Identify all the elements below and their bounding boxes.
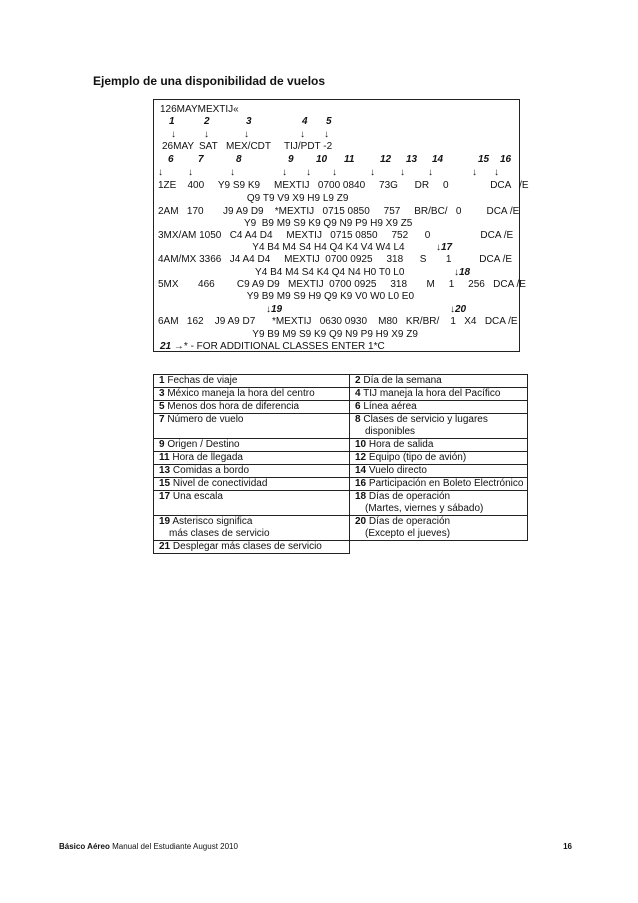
- arrow-icon: ↓: [494, 167, 499, 178]
- header-field: TIJ/PDT -2: [284, 141, 333, 152]
- legend-row: [154, 388, 528, 401]
- legend-text: Comidas a bordo: [172, 465, 250, 476]
- legend-cell: [350, 478, 528, 491]
- legend-cell: [154, 478, 350, 491]
- index-number: 3: [246, 116, 252, 127]
- legend-text: Hora de llegada: [172, 452, 243, 463]
- index-number: 8: [236, 154, 242, 165]
- legend-cell: [154, 401, 350, 414]
- legend-number: 7: [159, 414, 165, 425]
- index-number: 9: [288, 154, 294, 165]
- arrow-icon: ↓: [454, 267, 459, 278]
- legend-cell: [154, 465, 350, 478]
- legend-number: 4: [355, 388, 361, 399]
- legend-cell: [154, 541, 350, 554]
- legend-cell: [350, 516, 528, 541]
- legend-text: Participación en Boleto Electrónico: [368, 478, 524, 489]
- legend-subtext: más clases de servicio: [169, 528, 270, 539]
- index-number: 15: [478, 154, 490, 165]
- index-number: 10: [316, 154, 328, 165]
- legend-number: 12: [355, 452, 367, 463]
- arrow-icon: ↓: [324, 129, 329, 140]
- legend-text: Asterisco significa: [172, 516, 253, 527]
- legend-row: [154, 516, 528, 541]
- legend-subtext: disponibles: [365, 426, 416, 437]
- index-number: 1: [169, 116, 175, 127]
- availability-display: [153, 99, 529, 352]
- arrow-icon: ↓: [450, 304, 455, 315]
- arrow-icon: ↓: [266, 304, 271, 315]
- legend-row: [154, 541, 528, 554]
- availability-row: Y4 B4 M4 S4 K4 Q4 N4 H0 T0 L0: [158, 267, 405, 278]
- arrow-icon: ↓: [472, 167, 477, 178]
- marker-label: [450, 304, 466, 317]
- legend-cell: [154, 452, 350, 465]
- arrow-icon: ↓: [332, 167, 337, 178]
- legend-number: 8: [355, 414, 361, 425]
- legend-cell: [350, 452, 528, 465]
- legend-cell: [154, 491, 350, 516]
- legend-text: México maneja la hora del centro: [167, 388, 315, 399]
- index-number: 13: [406, 154, 418, 165]
- arrow-icon: ↓: [158, 167, 163, 178]
- marker-number: 21: [160, 341, 172, 352]
- availability-row: 4AM/MX 3366 J4 A4 D4 MEXTIJ 0700 0925 318 S 1 DCA /E: [158, 254, 513, 265]
- arrow-icon: ↓: [370, 167, 375, 178]
- availability-row: Q9 T9 V9 X9 H9 L9 Z9: [158, 193, 349, 204]
- availability-row: 6AM 162 J9 A9 D7 *MEXTIJ 0630 0930 M80 KR/BR/ 1 X4 DCA /E: [158, 316, 518, 327]
- legend-text: Menos dos hora de diferencia: [167, 401, 300, 412]
- legend-row: [154, 375, 528, 388]
- legend-text: Nivel de conectividad: [172, 478, 268, 489]
- legend-number: 10: [355, 439, 367, 450]
- legend-number: 21: [159, 541, 171, 552]
- arrow-icon: ↓: [188, 167, 193, 178]
- arrow-icon: ↓: [436, 242, 441, 253]
- legend-cell: [154, 414, 350, 439]
- legend-row: [154, 401, 528, 414]
- arrow-icon: ↓: [171, 129, 176, 140]
- legend-number: 11: [159, 452, 170, 463]
- legend-number: 1: [159, 375, 165, 386]
- page-number: 16: [563, 842, 572, 851]
- legend-row: [154, 491, 528, 516]
- legend-number: 19: [159, 516, 171, 527]
- legend-text: Desplegar más clases de servicio: [172, 541, 322, 552]
- page-heading: Ejemplo de una disponibilidad de vuelos: [93, 74, 326, 88]
- index-number: 6: [168, 154, 174, 165]
- legend-table: [153, 374, 528, 554]
- legend-row: [154, 439, 528, 452]
- legend-text: Fechas de viaje: [167, 375, 238, 386]
- index-number: 2: [204, 116, 210, 127]
- legend-text: Número de vuelo: [167, 414, 244, 425]
- marker-number: 17: [441, 242, 453, 253]
- index-number: 14: [432, 154, 444, 165]
- legend-row: [154, 478, 528, 491]
- legend-cell: [350, 388, 528, 401]
- legend-text: Clases de servicio y lugares: [363, 414, 488, 425]
- availability-row: Y4 B4 M4 S4 H4 Q4 K4 V4 W4 L4: [158, 242, 405, 253]
- footer-manual: Manual del Estudiante August 2010: [112, 842, 238, 851]
- arrow-icon: ↓: [204, 129, 209, 140]
- index-number: 5: [326, 116, 332, 127]
- arrow-icon: ↓: [300, 129, 305, 140]
- arrow-icon: ↓: [230, 167, 235, 178]
- availability-row: Y9 B9 M9 S9 H9 Q9 K9 V0 W0 L0 E0: [158, 291, 415, 302]
- legend-cell: [350, 491, 528, 516]
- legend-subtext: (Excepto el jueves): [365, 528, 451, 539]
- legend-number: 14: [355, 465, 367, 476]
- legend-number: 15: [159, 478, 171, 489]
- legend-number: 9: [159, 439, 165, 450]
- index-number: 11: [344, 154, 355, 165]
- legend-cell: [154, 516, 350, 541]
- legend-text: Día de la semana: [363, 375, 442, 386]
- legend-cell: [154, 375, 350, 388]
- availability-row: Y9 B9 M9 S9 K9 Q9 N9 P9 H9 X9 Z9: [158, 329, 418, 340]
- legend-row: [154, 465, 528, 478]
- legend-number: 13: [159, 465, 171, 476]
- legend-row: [154, 452, 528, 465]
- arrow-icon: ↓: [400, 167, 405, 178]
- legend-number: 20: [355, 516, 367, 527]
- legend-text: Vuelo directo: [368, 465, 427, 476]
- legend-text: Días de operación: [368, 491, 451, 502]
- legend-number: 17: [159, 491, 171, 502]
- legend-number: 2: [355, 375, 361, 386]
- legend-subtext: (Martes, viernes y sábado): [365, 503, 484, 514]
- legend-number: 16: [355, 478, 367, 489]
- marker-label: [266, 304, 282, 317]
- marker-number: 19: [271, 304, 283, 315]
- legend-cell: [154, 388, 350, 401]
- arrow-icon: ↓: [244, 129, 249, 140]
- legend-text: Días de operación: [368, 516, 451, 527]
- marker-label: [436, 242, 452, 255]
- availability-row: 1ZE 400 Y9 S9 K9 MEXTIJ 0700 0840 73G DR 0 DCA /E: [158, 180, 529, 191]
- header-field: 26MAY: [162, 141, 195, 152]
- legend-number: 18: [355, 491, 367, 502]
- more-classes-text: * - FOR ADDITIONAL CLASSES ENTER 1*C: [183, 341, 385, 352]
- footer-course: Básico Aéreo: [59, 842, 110, 851]
- command-line: 126MAYMEXTIJ«: [160, 104, 239, 115]
- marker-label: [454, 267, 470, 280]
- legend-number: 5: [159, 401, 165, 412]
- arrow-icon: ↓: [282, 167, 287, 178]
- legend-text: Hora de salida: [368, 439, 434, 450]
- arrow-icon: ↓: [428, 167, 433, 178]
- right-arrow-icon: →: [173, 341, 184, 352]
- legend-text: Equipo (tipo de avión): [368, 452, 467, 463]
- availability-row: 5MX 466 C9 A9 D9 MEXTIJ 0700 0925 318 M 1 256 DCA /E: [158, 279, 526, 290]
- marker-number: 20: [455, 304, 467, 315]
- more-classes-line: [160, 341, 385, 354]
- legend-text: Una escala: [172, 491, 223, 502]
- header-field: MEX/CDT: [226, 141, 271, 152]
- legend-cell: [350, 541, 528, 554]
- index-number: 16: [500, 154, 512, 165]
- availability-row: 3MX/AM 1050 C4 A4 D4 MEXTIJ 0715 0850 752 0 DCA /E: [158, 230, 514, 241]
- index-number: 7: [198, 154, 204, 165]
- index-number: 4: [302, 116, 308, 127]
- legend-number: 3: [159, 388, 165, 399]
- header-field: SAT: [199, 141, 218, 152]
- legend-cell: [350, 439, 528, 452]
- arrow-icon: ↓: [306, 167, 311, 178]
- legend-number: 6: [355, 401, 361, 412]
- index-number: 12: [380, 154, 392, 165]
- legend-text: Origen / Destino: [167, 439, 240, 450]
- marker-number: 18: [459, 267, 471, 278]
- legend-cell: [350, 401, 528, 414]
- legend-text: Línea aérea: [363, 401, 417, 412]
- footer-text: [59, 842, 238, 851]
- legend-cell: [350, 414, 528, 439]
- availability-row: Y9 B9 M9 S9 K9 Q9 N9 P9 H9 X9 Z5: [158, 218, 413, 229]
- legend-cell: [350, 375, 528, 388]
- legend-row: [154, 414, 528, 439]
- legend-cell: [154, 439, 350, 452]
- legend-cell: [350, 465, 528, 478]
- availability-row: 2AM 170 J9 A9 D9 *MEXTIJ 0715 0850 757 BR/BC/ 0 DCA /E: [158, 206, 520, 217]
- legend-text: TIJ maneja la hora del Pacífico: [363, 388, 501, 399]
